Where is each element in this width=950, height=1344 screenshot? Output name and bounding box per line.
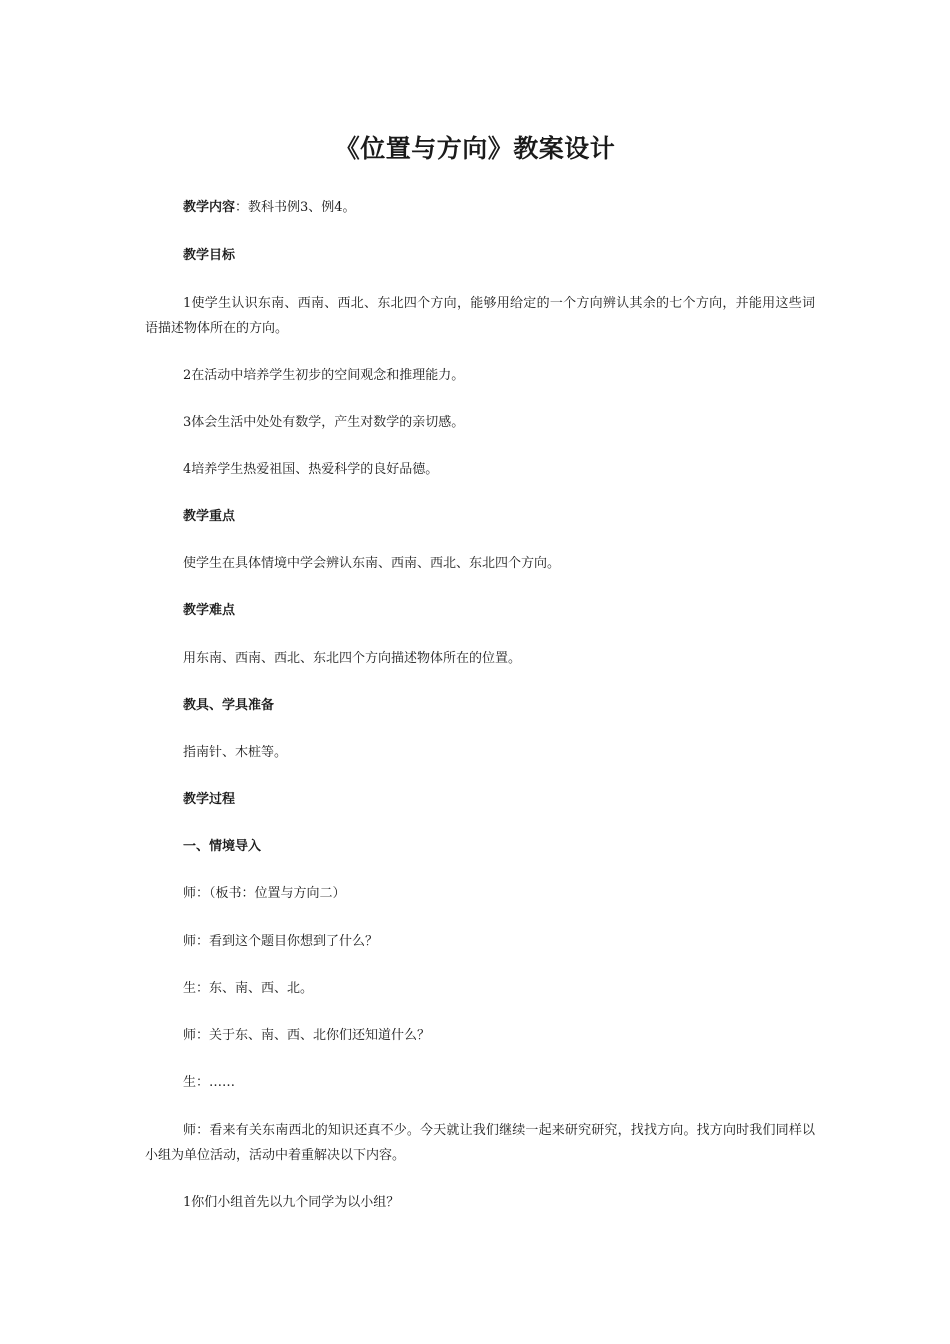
document-title: 《位置与方向》教案设计 — [334, 134, 616, 163]
dialog-paragraph-6: 师：看来有关东南西北的知识还真不少。今天就让我们继续一起来研究研究，找找方向。找方向时我们同样以小组为单位活动，活动中着重解决以下内容。 — [145, 1123, 815, 1163]
difficulties-text: 用东南、西南、西北、东北四个方向描述物体所在的位置。 — [183, 651, 522, 666]
goal-4-paragraph: 4培养学生热爱祖国、热爱科学的良好品德。 — [183, 462, 439, 477]
teaching-content-line — [183, 198, 356, 218]
key-points-heading: 教学重点 — [183, 509, 236, 524]
goal-1-paragraph: 1使学生认识东南、西南、西北、东北四个方向，能够用给定的一个方向辨认其余的七个方向，并能用这些词语描述物体所在的方向。 — [145, 296, 815, 336]
teaching-content-label: 教学内容 — [183, 200, 236, 215]
dialog-line-1: 师：（板书：位置与方向二） — [183, 886, 346, 901]
teaching-goals-heading: 教学目标 — [183, 248, 236, 263]
goal-2-paragraph: 2在活动中培养学生初步的空间观念和推理能力。 — [183, 368, 465, 383]
dialog-line-2: 师：看到这个题目你想到了什么？ — [183, 934, 379, 949]
section-1-heading: 一、情境导入 — [183, 839, 262, 854]
dialog-line-4: 师：关于东、南、西、北你们还知道什么？ — [183, 1028, 431, 1043]
process-heading: 教学过程 — [183, 792, 236, 807]
tools-heading: 教具、学具准备 — [183, 698, 275, 713]
dialog-line-3: 生：东、南、西、北。 — [183, 981, 314, 996]
teaching-content-text: ：教科书例3、例4。 — [235, 200, 356, 215]
difficulties-heading: 教学难点 — [183, 603, 236, 618]
tools-text: 指南针、木桩等。 — [183, 745, 288, 760]
dialog-line-7: 1你们小组首先以九个同学为以小组？ — [183, 1195, 400, 1210]
dialog-line-5: 生：…… — [183, 1075, 236, 1090]
key-points-text: 使学生在具体情境中学会辨认东南、西南、西北、东北四个方向。 — [183, 556, 561, 571]
goal-3-paragraph: 3体会生活中处处有数学，产生对数学的亲切感。 — [183, 415, 465, 430]
